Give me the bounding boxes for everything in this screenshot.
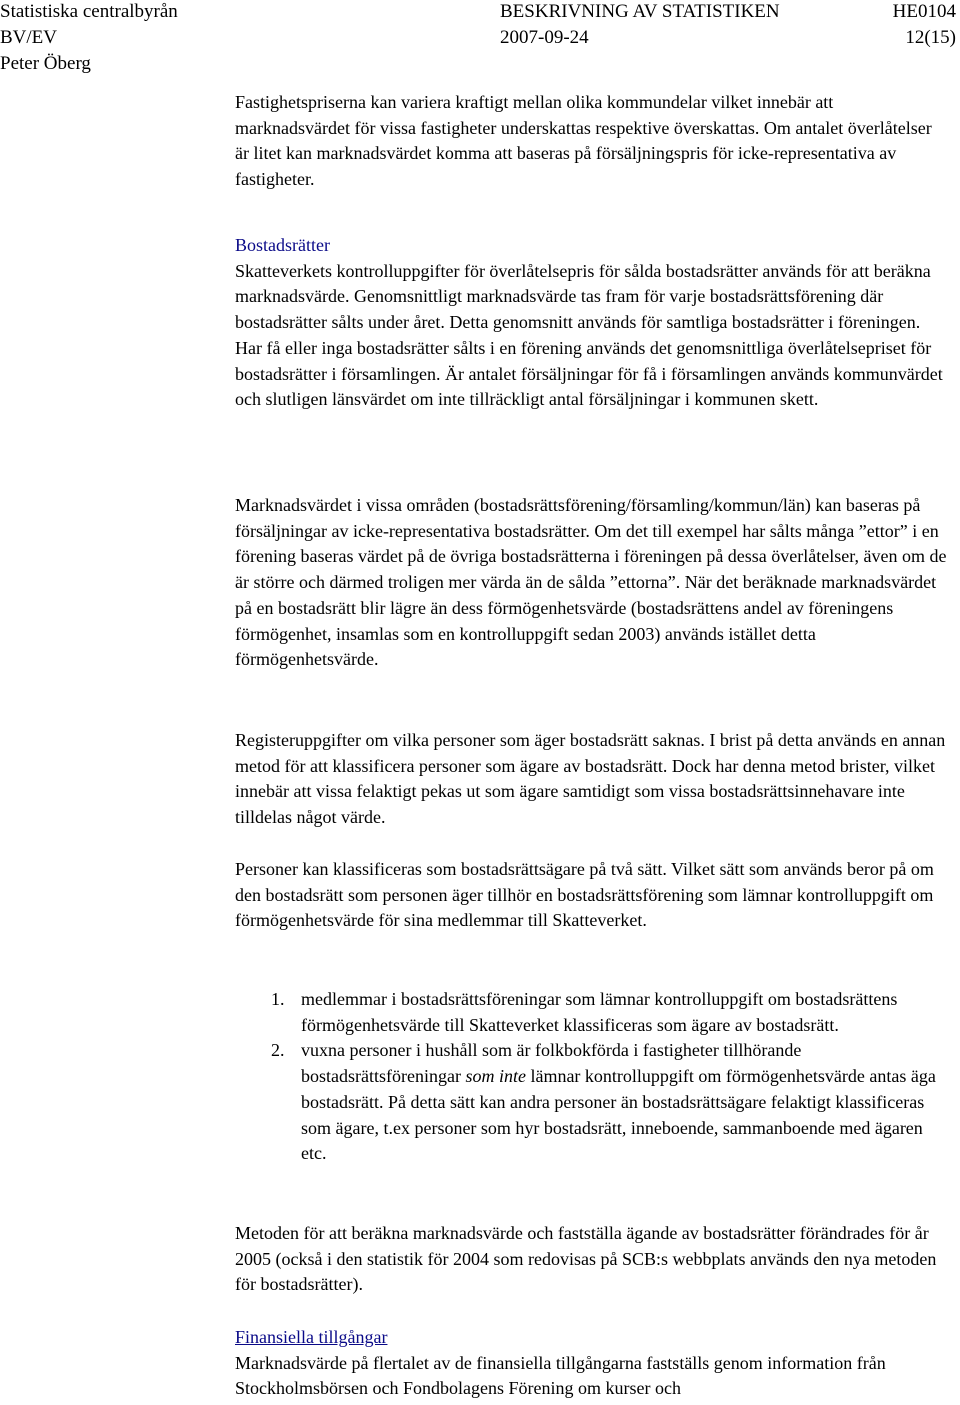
list-item-number: 1.	[271, 989, 285, 1009]
header-doc-code: HE0104	[892, 1, 956, 22]
list-item	[235, 987, 947, 1038]
list-item-text: vuxna personer i hushåll som är folkbokförda i fastigheter tillhörande bostadsrättsföreningar	[301, 1040, 802, 1087]
paragraph-klassificering	[235, 857, 947, 934]
list-item	[235, 1038, 947, 1167]
header-dept: BV/EV	[0, 27, 57, 48]
header-org: Statistiska centralbyrån	[0, 1, 178, 22]
paragraph-metod	[235, 1221, 947, 1298]
section-bostadsratter	[235, 233, 947, 413]
header-author: Peter Öberg	[0, 53, 91, 74]
paragraph-text: Registeruppgifter om vilka personer som äger bostadsrätt saknas. I brist på detta används en annan metod för att klassificera personer som ägare av bostadsrätt. Dock har denna metod brister, vilket innebär att vissa felaktigt pekas ut som ägare samtidigt som vissa bostadsrättsinnehavare inte tilldelas något värde.	[235, 730, 946, 828]
paragraph-text: Fastighetspriserna kan variera kraftigt mellan olika kommundelar vilket innebär att marknadsvärdet för vissa fastigheter underskattas respektive överskattas. Om antalet överlåtelser är litet kan marknadsvärdet komma att baseras på försäljningspris för icke-representativa av fastigheter.	[235, 92, 932, 190]
paragraph-fastighetspriser	[235, 90, 947, 193]
paragraph-text: Marknadsvärdet i vissa områden (bostadsrättsförening/församling/kommun/län) kan baseras på försäljningar av icke-representativa bostadsrätter. Om det till exempel har sålts många ”ettor” i en förening baseras värdet på de övriga bostadsrätterna i föreningen på dessa överlåtelser, även om de är större och därmed troligen mer värda än de sålda ”ettorna”. När det beräknade marknadsvärdet på en bostadsrätt blir lägre än dess förmögenhetsvärde (bostadsrättens andel av föreningens förmögenhet, insamlas som en kontrolluppgift sedan 2003) används istället detta förmögenhetsvärde.	[235, 495, 947, 670]
list-item-number: 2.	[271, 1040, 285, 1061]
header-page-number: 12(15)	[905, 27, 956, 48]
section-finansiella	[235, 1325, 947, 1402]
paragraph-marknadsvarde	[235, 493, 947, 673]
paragraph-registeruppgifter	[235, 728, 947, 831]
section-heading-bostadsratter: Bostadsrätter	[235, 235, 330, 255]
section-heading-finansiella: Finansiella tillgångar	[235, 1327, 388, 1347]
list-item-text: lämnar kontrolluppgift om förmögenhetsvärde antas äga bostadsrätt. På detta sätt kan andra personer än bostadsrättsägare felaktigt klassificeras som ägare, t.ex personer som hyr bostadsrätt, inneboende, sammanboende med ägaren etc.	[301, 1066, 936, 1164]
paragraph-text: Metoden för att beräkna marknadsvärde och fastställa ägande av bostadsrätter förändrades för år 2005 (också i den statistik för 2004 som redovisas på SCB:s webbplats används den nya metoden för bostadsrätter).	[235, 1223, 937, 1295]
paragraph-text: Skatteverkets kontrolluppgifter för överlåtelsepris för sålda bostadsrätter används för att beräkna marknadsvärde. Genomsnittligt marknadsvärde tas fram för varje bostadsrättsförening där bostadsrätter sålts under året. Detta genomsnitt används för samtliga bostadsrätter i föreningen. Har få eller inga bostadsrätter sålts i en förening används det genomsnittliga överlåtelsepriset för bostadsrätter i församlingen. Är antalet försäljningar för få i församlingen används kommunvärdet och slutligen länsvärdet om inte tillräckligt antal försäljningar i kommunen skett.	[235, 260, 943, 410]
header-doc-type: BESKRIVNING AV STATISTIKEN	[500, 1, 780, 22]
list-item-text: medlemmar i bostadsrättsföreningar som lämnar kontrolluppgift om bostadsrättens förmögenhetsvärde till Skatteverket klassificeras som ägare av bostadsrätt.	[301, 989, 898, 1035]
paragraph-text: Marknadsvärde på flertalet av de finansiella tillgångarna fastställs genom information från Stockholmsbörsen och Fondbolagens Förening om kurser och	[235, 1352, 886, 1399]
paragraph-text: Personer kan klassificeras som bostadsrättsägare på två sätt. Vilket sätt som används beror på om den bostadsrätt som personen äger tillhör en bostadsrättsförening som lämnar kontrolluppgift om förmögenhetsvärde för sina medlemmar till Skatteverket.	[235, 859, 934, 931]
list-item-emphasis: som inte	[465, 1066, 526, 1087]
numbered-list	[235, 987, 947, 1167]
header-date: 2007-09-24	[500, 27, 589, 48]
